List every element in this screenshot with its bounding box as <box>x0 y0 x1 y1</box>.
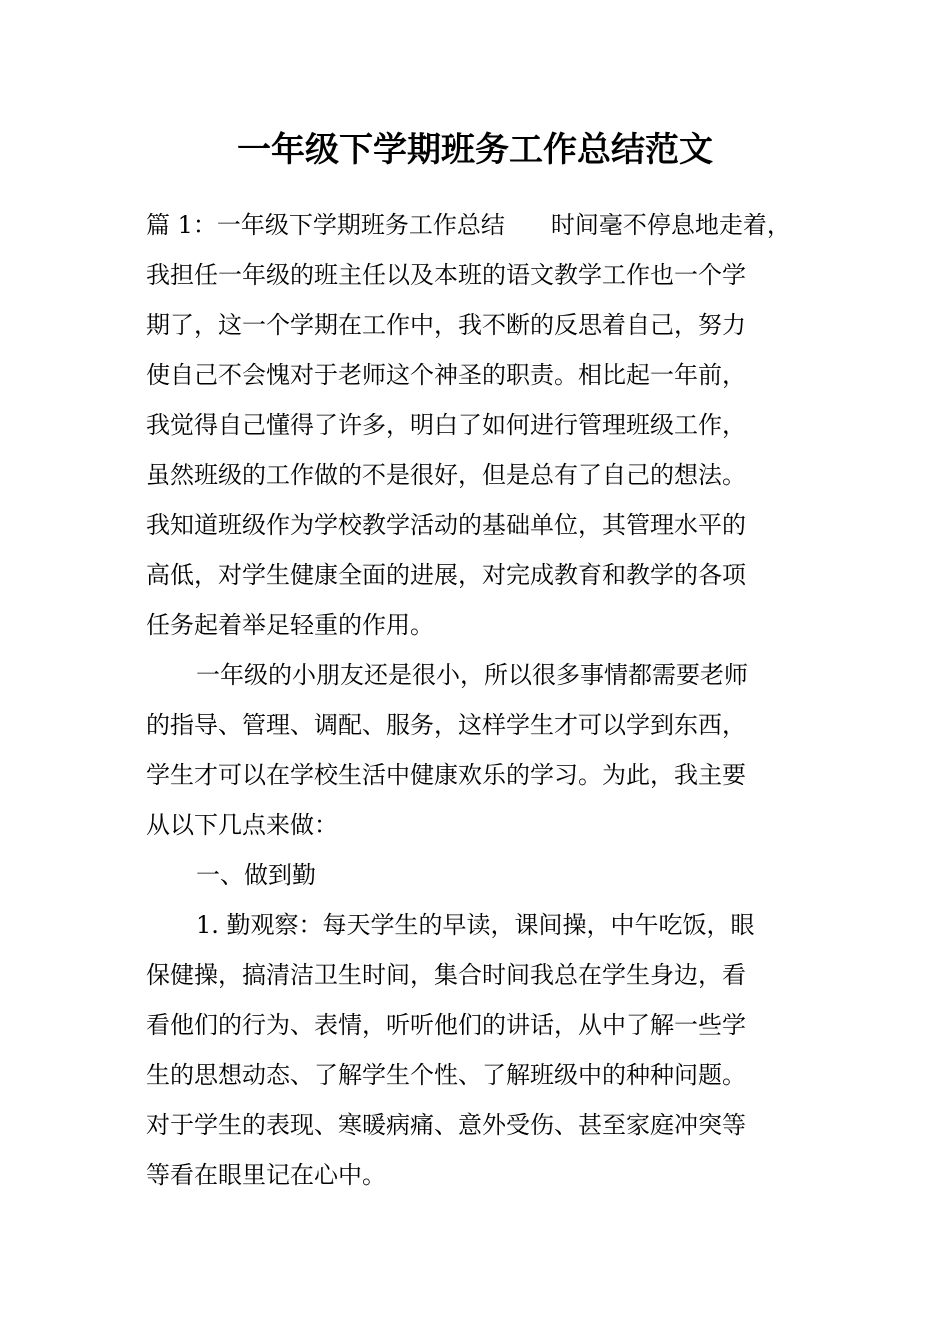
text-line: 任务起着举足轻重的作用。 <box>146 611 434 639</box>
text-line: 对于学生的表现、寒暖病痛、意外受伤、甚至家庭冲突等 <box>146 1111 746 1139</box>
text-line: 我担任一年级的班主任以及本班的语文教学工作也一个学 <box>146 261 746 289</box>
text-line: 期了，这一个学期在工作中，我不断的反思着自己，努力 <box>146 311 746 339</box>
document-title: 一年级下学期班务工作总结范文 <box>237 130 713 170</box>
paragraph-start-line: 一年级的小朋友还是很小，所以很多事情都需要老师 <box>196 661 748 689</box>
text-line: 的指导、管理、调配、服务，这样学生才可以学到东西， <box>146 711 746 739</box>
text-line: 等看在眼里记在心中。 <box>146 1161 386 1189</box>
text-line: 虽然班级的工作做的不是很好，但是总有了自己的想法。 <box>146 461 746 489</box>
document-body <box>146 200 806 1200</box>
intro-line <box>146 200 806 250</box>
text-line: 从以下几点来做： <box>146 811 338 839</box>
text-line: 看他们的行为、表情，听听他们的讲话，从中了解一些学 <box>146 1011 746 1039</box>
text-line: 学生才可以在学校生活中健康欢乐的学习。为此，我主要 <box>146 761 746 789</box>
intro-label: 篇 1：一年级下学期班务工作总结 <box>146 211 505 239</box>
paragraph-start-line: 1. 勤观察：每天学生的早读，课间操，中午吃饭，眼 <box>196 911 755 939</box>
text-line: 保健操，搞清洁卫生时间，集合时间我总在学生身边，看 <box>146 961 746 989</box>
text-line: 我觉得自己懂得了许多，明白了如何进行管理班级工作， <box>146 411 746 439</box>
text-line: 高低，对学生健康全面的进展，对完成教育和教学的各项 <box>146 561 746 589</box>
intro-text: 时间毫不停息地走着， <box>550 211 791 239</box>
section-heading: 一、做到勤 <box>196 861 316 889</box>
text-line: 生的思想动态、了解学生个性、了解班级中的种种问题。 <box>146 1061 746 1089</box>
text-line: 我知道班级作为学校教学活动的基础单位，其管理水平的 <box>146 511 746 539</box>
text-line: 使自己不会愧对于老师这个神圣的职责。相比起一年前， <box>146 361 746 389</box>
